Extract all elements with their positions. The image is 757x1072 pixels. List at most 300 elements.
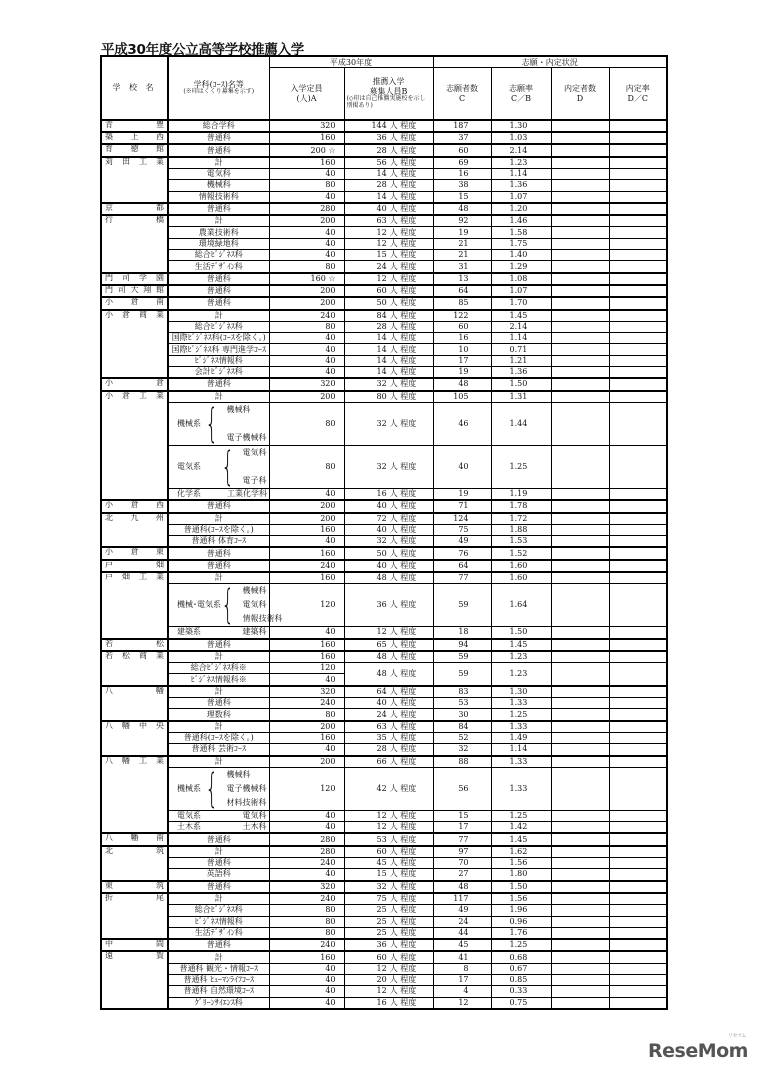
dept-cell: 機械科 [168,180,269,191]
recruit-unit: 人 程度 [389,391,417,401]
table-row [101,333,667,344]
ratio-cell: 1.14 [491,168,551,179]
dept-cell: 普通科 [168,132,269,144]
recruit-unit: 人 程度 [389,869,417,879]
dept-cell: 計 [168,951,269,963]
accepted-cell [551,756,609,768]
dept-cell: ﾋﾞｼﾞﾈｽ情報科 [168,355,269,366]
dept-cell: 計 [168,721,269,733]
table-row [101,846,667,858]
dept-cell [168,822,269,834]
capacity-cell: 40 [269,191,344,203]
dept-group [171,812,267,820]
applicants-cell: 13 [433,273,491,285]
recruit-count-cell [344,321,433,332]
applicants-cell: 24 [433,916,491,927]
applicants-cell: 60 [433,144,491,156]
table-row [101,639,667,651]
header-accepted [551,68,609,120]
table-row [101,310,667,322]
recruit-count: 64 [376,686,387,696]
accepted-ratio-cell [609,744,667,756]
recruit-count-cell [344,651,433,663]
applicants-cell: 17 [433,355,491,366]
ratio-cell: 1.23 [491,651,551,663]
school-name: 苅田工業 [101,157,168,203]
recruit-count-cell [344,355,433,366]
accepted-cell [551,524,609,535]
ratio-cell: 0.85 [491,975,551,986]
table-row [101,321,667,332]
dept-cell [168,627,269,639]
table-row [101,132,667,144]
ratio-cell: 1.25 [491,709,551,721]
applicants-cell: 15 [433,191,491,203]
table-row [101,833,667,845]
ratio-cell: 1.88 [491,524,551,535]
header-status: 志願・内定状況 [433,56,667,68]
dept-cell: 普通科 芸術ｺｰｽ [168,744,269,756]
accepted-ratio-cell [609,402,667,445]
sub-dept-list [227,771,267,807]
accepted-ratio-cell [609,833,667,845]
sub-dept: 機械科 [242,586,267,596]
header-acc-ratio-label: 内定率 [625,84,650,94]
recruit-count: 28 [376,321,387,331]
applicants-cell: 59 [433,584,491,627]
accepted-ratio-cell [609,273,667,285]
recruit-count-cell [344,168,433,179]
recruit-count-cell [344,238,433,249]
accepted-ratio-cell [609,168,667,179]
capacity-cell: 80 [269,261,344,273]
ratio-cell: 1.21 [491,355,551,366]
group-label: 電気系 [177,811,201,820]
dept-cell: 生活ﾃﾞｻﾞｲﾝ科 [168,927,269,939]
table-row [101,227,667,238]
recruit-count-cell [344,698,433,709]
accepted-cell [551,513,609,525]
table-row [101,627,667,639]
dept-cell: 計 [168,391,269,403]
dept-cell: 総合学科 [168,120,269,132]
header-rec-sub: 募集人員B [369,86,408,96]
ratio-cell: 1.44 [491,402,551,445]
applicants-cell: 32 [433,744,491,756]
school-name: 北九州 [101,513,168,548]
applicants-cell: 48 [433,203,491,215]
recruit-count: 60 [376,286,387,296]
recruit-unit: 人 程度 [389,698,417,708]
header-applicants-label: 志願者数 [446,84,478,94]
recruit-count: 28 [376,180,387,190]
dept-name: 総合ﾋﾞｼﾞﾈｽ科※ [168,663,269,674]
recruit-count-cell [344,732,433,743]
applicants-cell: 17 [433,975,491,986]
dept-cell: 生活ﾃﾞｻﾞｲﾝ科 [168,261,269,273]
applicants-cell: 49 [433,536,491,548]
ratio-cell: 1.52 [491,547,551,559]
capacity-cell: 320 [269,686,344,698]
recruit-unit: 人 程度 [389,963,417,973]
accepted-cell [551,905,609,916]
dept-cell: 計 [168,893,269,905]
table-row [101,355,667,366]
applicants-cell: 38 [433,180,491,191]
table-row [101,651,667,663]
recruit-count-cell [344,744,433,756]
table-row [101,744,667,756]
capacity-cell: 80 [269,445,344,488]
header-applicants-sub: C [458,93,466,103]
header-dept-note: (※印はくくり募集を示す) [183,88,255,96]
capacity-cell: 40 [269,333,344,344]
accepted-ratio-cell [609,391,667,403]
recruit-unit: 人 程度 [389,952,417,962]
capacity-cell: 40 [269,869,344,881]
applicants-cell: 19 [433,367,491,379]
recruit-count-cell [344,686,433,698]
applicants-cell: 17 [433,822,491,834]
applicants-cell: 15 [433,810,491,821]
recruit-count-cell [344,445,433,488]
dept-cell [168,445,269,488]
school-name: 折尾 [101,893,168,939]
recruit-count-cell [344,132,433,144]
table-row [101,756,667,768]
applicants-cell: 31 [433,261,491,273]
dept-cell: 計 [168,513,269,525]
recruit-unit: 人 程度 [389,721,417,731]
dept-cell: 計 [168,310,269,322]
ratio-cell: 1.03 [491,132,551,144]
table-row [101,997,667,1009]
accepted-cell [551,744,609,756]
capacity-cell: 40 [269,344,344,355]
table-row [101,951,667,963]
dept-cell: 普通科 [168,547,269,559]
capacity-cell: 80 [269,916,344,927]
accepted-ratio-cell [609,858,667,869]
accepted-ratio-cell [609,500,667,512]
accepted-ratio-cell [609,627,667,639]
recruit-unit: 人 程度 [389,668,417,678]
applicants-cell: 52 [433,732,491,743]
table-row [101,168,667,179]
header-year: 平成30年度 [269,56,433,68]
recruit-count: 80 [376,391,387,401]
dept-group [171,628,267,636]
applicants-cell: 16 [433,168,491,179]
dept-cell: 理数科 [168,709,269,721]
school-name: 小倉商業 [101,310,168,379]
recruit-count: 32 [376,881,387,891]
dept-cell: 計 [168,686,269,698]
recruit-unit: 人 程度 [389,783,417,793]
accepted-cell [551,986,609,997]
recruit-count-cell [344,191,433,203]
dept-name: ﾋﾞｼﾞﾈｽ情報科※ [168,674,269,686]
recruit-count-cell [344,560,433,572]
accepted-ratio-cell [609,767,667,810]
accepted-cell [551,846,609,858]
recruit-count: 28 [376,744,387,754]
accepted-cell [551,916,609,927]
recruit-count-cell [344,310,433,322]
recruit-unit: 人 程度 [389,834,417,844]
dept-cell: 総合ﾋﾞｼﾞﾈｽ科 [168,321,269,332]
accepted-cell [551,227,609,238]
table-row [101,513,667,525]
applicants-cell: 48 [433,881,491,893]
recruit-count: 20 [376,975,387,985]
recruit-unit: 人 程度 [389,600,417,610]
school-name: 八幡南 [101,833,168,845]
capacity-cell: 320 [269,120,344,132]
applicants-cell: 8 [433,963,491,974]
dept-group [171,765,267,812]
capacity-cell: 80 [269,905,344,916]
capacity-cell: 280 [269,846,344,858]
table-row [101,238,667,249]
recruit-unit: 人 程度 [389,513,417,523]
table-row [101,402,667,445]
table-row [101,916,667,927]
recruit-count-cell [344,869,433,881]
brace-icon: { [221,443,235,490]
capacity-cell: 200 ☆ [269,144,344,156]
accepted-cell [551,651,609,663]
accepted-ratio-cell [609,869,667,881]
recruit-count-cell [344,963,433,974]
ratio-cell: 1.62 [491,846,551,858]
accepted-ratio-cell [609,344,667,355]
accepted-cell [551,297,609,309]
recruit-count-cell [344,120,433,132]
recruit-count-cell [344,951,433,963]
recruit-count-cell [344,215,433,227]
accepted-cell [551,144,609,156]
dept-group [171,823,267,831]
recruit-count: 40 [376,524,387,534]
accepted-cell [551,721,609,733]
capacity-cell: 280 [269,203,344,215]
dept-cell [168,488,269,500]
recruit-count-cell [344,905,433,916]
sub-dept: 電子機械科 [226,783,267,793]
accepted-cell [551,975,609,986]
applicants-cell: 83 [433,686,491,698]
accepted-ratio-cell [609,905,667,916]
recruit-unit: 人 程度 [389,273,417,283]
header-rec-label: 推薦入学 [372,77,405,87]
sub-dept-list [242,587,282,623]
ratio-cell: 1.23 [491,663,551,686]
table-row [101,893,667,905]
recruit-unit: 人 程度 [389,627,417,637]
sub-dept: 材料技術科 [226,797,267,807]
applicants-cell: 75 [433,524,491,535]
recruit-count: 45 [376,858,387,868]
accepted-ratio-cell [609,132,667,144]
ratio-cell: 1.50 [491,378,551,390]
recruit-count: 40 [376,501,387,511]
capacity-cell: 40 [269,810,344,821]
ratio-cell: 1.30 [491,686,551,698]
recruit-count: 65 [376,639,387,649]
recruit-count: 32 [376,461,387,471]
recruit-count-cell [344,810,433,821]
accepted-cell [551,833,609,845]
applicants-cell: 59 [433,651,491,663]
accepted-cell [551,627,609,639]
group-label: 化学系 [177,489,201,499]
sub-dept-list [243,449,267,485]
recruit-unit: 人 程度 [389,894,417,904]
recruit-unit: 人 程度 [389,344,417,354]
capacity-cell: 160 [269,639,344,651]
table-row [101,250,667,261]
capacity-cell: 40 [269,822,344,834]
applicants-cell: 94 [433,639,491,651]
ratio-cell: 1.30 [491,120,551,132]
recruit-count-cell [344,986,433,997]
accepted-cell [551,215,609,227]
ratio-cell: 1.19 [491,488,551,500]
applicants-cell: 76 [433,547,491,559]
capacity-cell: 240 [269,560,344,572]
accepted-cell [551,547,609,559]
recruit-count: 63 [376,216,387,226]
table-row [101,881,667,893]
capacity-cell: 80 [269,321,344,332]
recruit-unit: 人 程度 [389,846,417,856]
sub-dept: 情報技術科 [242,614,283,624]
applicants-cell: 124 [433,513,491,525]
table-row [101,709,667,721]
table-row [101,297,667,309]
recruit-count: 66 [376,756,387,766]
recruit-unit: 人 程度 [389,355,417,365]
recruit-count-cell [344,893,433,905]
capacity-cell: 40 [269,488,344,500]
accepted-cell [551,822,609,834]
recruit-count-cell [344,833,433,845]
recruit-unit: 人 程度 [389,536,417,546]
capacity-cell: 200 [269,285,344,297]
ratio-cell: 1.45 [491,639,551,651]
dept-cell: 総合ﾋﾞｼﾞﾈｽ科 [168,905,269,916]
dept-cell: 普通科 [168,698,269,709]
accepted-ratio-cell [609,709,667,721]
dept-group [171,490,267,498]
capacity-cell: 240 [269,698,344,709]
recruit-unit: 人 程度 [389,639,417,649]
school-name: 育徳館 [101,144,168,156]
dept-cell: 普通科 [168,639,269,651]
header-school: 学 校 名 [101,56,168,120]
recruit-count-cell [344,756,433,768]
accepted-cell [551,391,609,403]
header-ratio-sub: C／B [511,93,531,103]
recruit-unit: 人 程度 [389,191,417,201]
table-row [101,180,667,191]
accepted-ratio-cell [609,215,667,227]
recruit-count-cell [344,180,433,191]
recruit-count-cell [344,881,433,893]
recruit-unit: 人 程度 [389,986,417,996]
header-ratio [491,68,551,120]
recruit-count: 63 [376,721,387,731]
applicants-cell: 71 [433,500,491,512]
dept-cell: 国際ﾋﾞｼﾞﾈｽ科(ｺｰｽを除く。) [168,333,269,344]
dept-cell: 普通科 観光・情報ｺｰｽ [168,963,269,974]
applicants-cell: 19 [433,227,491,238]
accepted-ratio-cell [609,524,667,535]
sub-dept: 機械科 [226,769,251,779]
table-row [101,858,667,869]
accepted-cell [551,767,609,810]
accepted-ratio-cell [609,261,667,273]
recruit-unit: 人 程度 [389,975,417,985]
accepted-ratio-cell [609,916,667,927]
dept-cell: 普通科 [168,378,269,390]
school-name: 門司大翔館 [101,285,168,297]
ratio-cell: 1.64 [491,584,551,627]
capacity-cell: 120 [269,767,344,810]
recruit-count-cell [344,513,433,525]
accepted-ratio-cell [609,227,667,238]
accepted-ratio-cell [609,203,667,215]
dept-cell: 普通科 [168,273,269,285]
recruit-count: 12 [376,627,387,637]
sub-dept: 機械科 [226,404,251,414]
recruit-unit: 人 程度 [389,709,417,719]
table-row [101,191,667,203]
accepted-ratio-cell [609,445,667,488]
ratio-cell: 1.29 [491,261,551,273]
recruit-unit: 人 程度 [389,204,417,214]
recruit-unit: 人 程度 [389,652,417,662]
dept-cell [168,582,283,629]
table-row [101,584,667,627]
capacity-cell: 160 [269,132,344,144]
recruit-unit: 人 程度 [389,180,417,190]
recruit-count: 24 [376,709,387,719]
recruit-count-cell [344,547,433,559]
dept-cell: 普通科 [168,833,269,845]
recruit-count: 28 [376,145,387,155]
ratio-cell: 1.33 [491,721,551,733]
table-row [101,560,667,572]
applicants-cell: 122 [433,310,491,322]
capacity-cell: 40 [269,997,344,1009]
group-label: 土木系 [177,822,201,832]
capacity-cell: 40 [269,963,344,974]
school-name: 遠賀 [101,951,168,1008]
brace-icon: { [221,582,235,629]
sub-dept: 電気科 [242,600,267,610]
capacity-cell: 160 [269,951,344,963]
recruit-count-cell [344,997,433,1009]
capacity-cell: 40 [269,168,344,179]
table-row [101,547,667,559]
recruit-unit: 人 程度 [389,905,417,915]
accepted-cell [551,191,609,203]
dept-cell: 会計ﾋﾞｼﾞﾈｽ科 [168,367,269,379]
ratio-cell: 1.72 [491,513,551,525]
recruit-count: 12 [376,238,387,248]
